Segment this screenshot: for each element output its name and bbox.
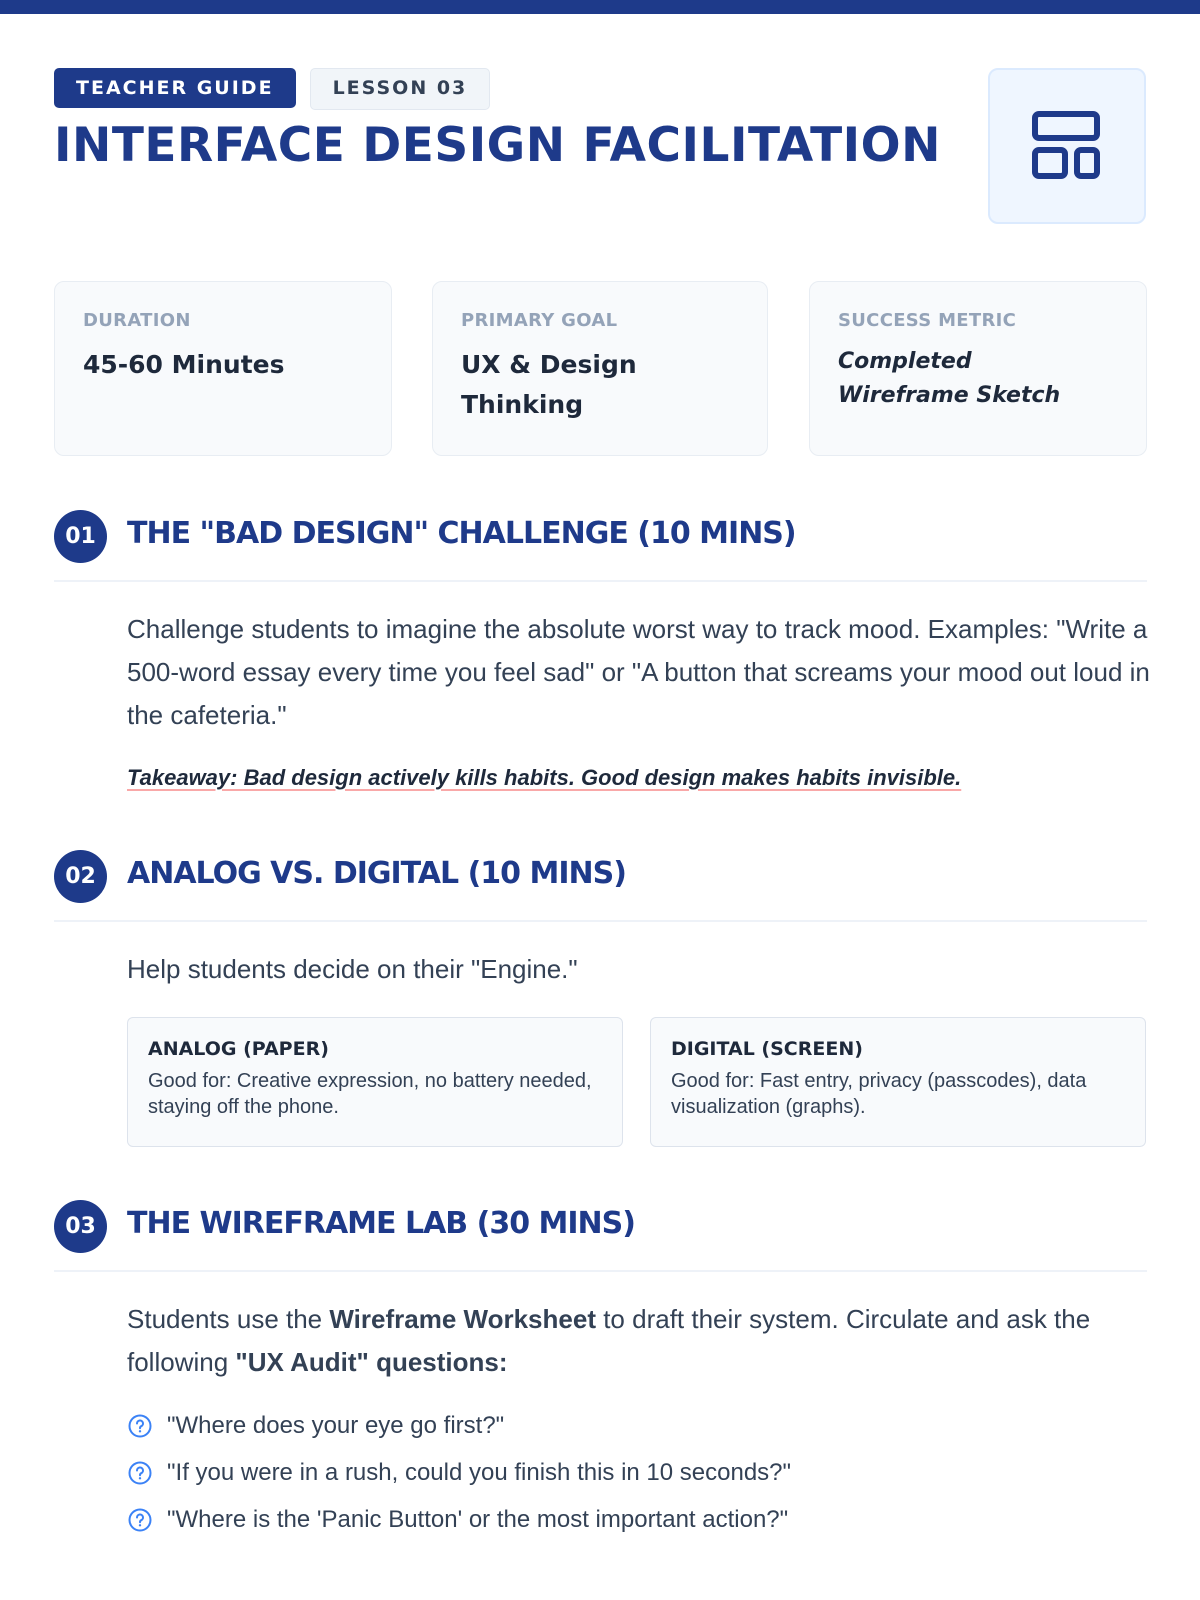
badge-row <box>54 68 490 110</box>
section-title: THE WIREFRAME LAB (30 MINS) <box>127 1206 635 1241</box>
list-item <box>127 1496 791 1543</box>
section-title: THE "BAD DESIGN" CHALLENGE (10 MINS) <box>127 516 796 551</box>
section-body: Help students decide on their "Engine." <box>127 954 578 984</box>
body-text-part: to draft their system. Circulate and ask the following <box>127 1304 1091 1377</box>
ux-audit-emphasis: "UX Audit" questions: <box>235 1347 508 1377</box>
top-accent-bar <box>0 0 1200 14</box>
option-title: ANALOG (PAPER) <box>148 1038 329 1060</box>
card-value: 45-60 Minutes <box>83 350 285 379</box>
question-circle-icon <box>127 1460 153 1486</box>
list-item <box>127 1402 791 1449</box>
option-description: Good for: Creative expression, no battery needed, staying off the phone. <box>148 1070 592 1118</box>
section-number: 03 <box>54 1200 107 1253</box>
worksheet-emphasis: Wireframe Worksheet <box>329 1304 596 1334</box>
primary-goal-card <box>432 281 768 456</box>
analog-option-card <box>127 1017 623 1147</box>
card-value: UX & Design Thinking <box>461 350 637 419</box>
question-circle-icon <box>127 1413 153 1439</box>
section-header-01 <box>54 510 1147 582</box>
takeaway-text: Takeaway: Bad design actively kills habits. Good design makes habits invisible. <box>127 765 962 790</box>
section-number: 02 <box>54 850 107 903</box>
duration-card <box>54 281 392 456</box>
page-title: INTERFACE DESIGN FACILITATION <box>54 118 941 173</box>
question-list <box>127 1402 791 1543</box>
question-circle-icon <box>127 1507 153 1533</box>
layout-icon-box <box>988 68 1146 224</box>
digital-option-card <box>650 1017 1146 1147</box>
section-body <box>127 1298 1157 1384</box>
teacher-guide-badge: TEACHER GUIDE <box>54 68 296 108</box>
card-label: SUCCESS METRIC <box>838 310 1017 331</box>
question-text: "If you were in a rush, could you finish this in 10 seconds?" <box>167 1458 792 1486</box>
card-label: DURATION <box>83 310 191 331</box>
lesson-badge: LESSON 03 <box>310 68 491 110</box>
section-title: ANALOG VS. DIGITAL (10 MINS) <box>127 856 626 891</box>
section-header-03 <box>54 1200 1147 1272</box>
card-label: PRIMARY GOAL <box>461 310 618 331</box>
layout-icon <box>1031 110 1103 182</box>
section-header-02 <box>54 850 1147 922</box>
question-text: "Where does your eye go first?" <box>167 1411 505 1439</box>
body-text-part: Students use the <box>127 1304 330 1334</box>
section-body: Challenge students to imagine the absolute worst way to track mood. Examples: "Write a 500-word essay every time you feel sad" or "A button that screams your mood out loud in the cafeteria." <box>127 614 1150 730</box>
option-description: Good for: Fast entry, privacy (passcodes), data visualization (graphs). <box>671 1070 1087 1118</box>
list-item <box>127 1449 791 1496</box>
card-value: Completed Wireframe Sketch <box>838 349 1061 408</box>
option-title: DIGITAL (SCREEN) <box>671 1038 863 1060</box>
question-text: "Where is the 'Panic Button' or the most important action?" <box>167 1505 789 1533</box>
section-number: 01 <box>54 510 107 563</box>
success-metric-card <box>809 281 1147 456</box>
